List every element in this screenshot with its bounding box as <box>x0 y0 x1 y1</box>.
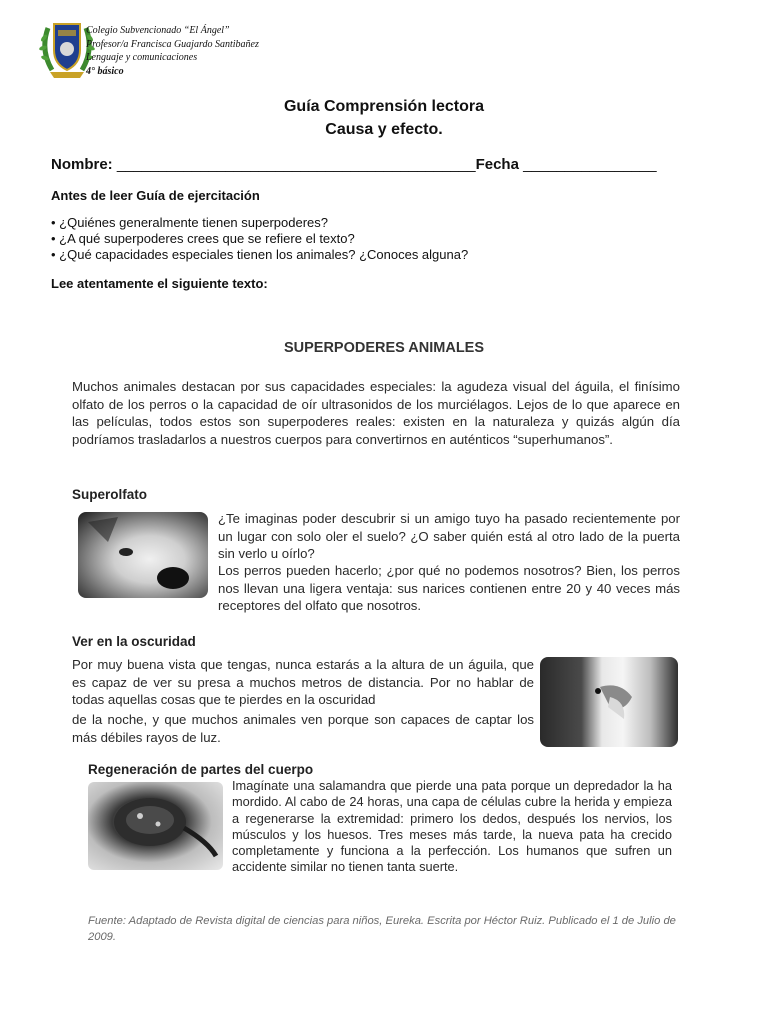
grade-level: 4° básico <box>86 65 124 77</box>
name-label: Nombre: <box>51 156 113 173</box>
oscuridad-paragraph-1: Por muy buena vista que tengas, nunca estarás a la altura de un águila, que es capaz de ver su presa a muchos metros de distancia. Por no hablar de todas aquellas cosas que te pierdes en la oscuridad <box>72 657 534 707</box>
superolfato-paragraph-2: Los perros pueden hacerlo; ¿por qué no podemos nosotros? Bien, los perros nos llevan una ligera ventaja: sus narices contienen entre 20 y 40 veces más receptores del olfato que nosotros. <box>218 563 680 613</box>
question-item: • ¿A qué superpoderes crees que se refiere el texto? <box>51 231 355 246</box>
section-heading-superolfato: Superolfato <box>72 487 148 502</box>
school-info <box>86 24 259 78</box>
name-blank[interactable]: ___________________________________________ <box>116 156 476 173</box>
salamander-photo <box>88 782 223 870</box>
worksheet-subtitle: Causa y efecto. <box>325 121 443 138</box>
oscuridad-paragraph-2: de la noche, y que muchos animales ven porque son capaces de captar los más débiles rayos de luz. <box>72 712 534 745</box>
subject-name: Lenguaje y comunicaciones <box>86 52 198 63</box>
section-heading-ver-oscuridad: Ver en la oscuridad <box>72 634 196 649</box>
before-reading-heading: Antes de leer Guía de ejercitación <box>51 188 260 203</box>
pre-reading-questions <box>51 215 468 263</box>
regeneracion-paragraph: Imagínate una salamandra que pierde una pata porque un depredador la ha mordido. Al cabo de 24 horas, una capa de células cubre la herida y empieza a regenerarse la extremidad: primero los dedos, después los nervios, los músculos y los huesos. Tres meses más tarde, la nueva pata ha crecido completamente y funciona a la perfección. Los humanos que sufren un accidente similar no tienen tanta suerte. <box>232 778 672 875</box>
school-name: Colegio Subvencionado “El Ángel” <box>86 25 230 36</box>
date-label: Fecha <box>475 156 519 173</box>
article-intro: Muchos animales destacan por sus capacidades especiales: la agudeza visual del águila, el finísimo olfato de los perros o la capacidad de oír ultrasonidos de los murciélagos. Lejos de lo que aparece en las películas, todos estos son superpoderes reales: existen en la naturaleza y quizás algún día podríamos trasladarlos a nuestros cuerpos para convertirnos en auténticos “superhumanos”. <box>72 379 680 447</box>
name-date-row <box>51 156 657 173</box>
eagle-photo <box>540 657 678 747</box>
question-item: • ¿Quiénes generalmente tienen superpoderes? <box>51 215 329 230</box>
wolf-photo <box>78 512 208 598</box>
reading-instruction: Lee atentamente el siguiente texto: <box>51 276 268 291</box>
question-item: • ¿Qué capacidades especiales tienen los animales? ¿Conoces alguna? <box>51 247 469 262</box>
superolfato-paragraph-1: ¿Te imaginas poder descubrir si un amigo tuyo ha pasado recientemente por un lugar con solo oler el suelo? ¿O saber quién está al otro lado de la puerta sin verlo u oírlo? <box>218 511 680 561</box>
worksheet-title: Guía Comprensión lectora <box>283 98 485 115</box>
article-title: SUPERPODERES ANIMALES <box>283 340 485 356</box>
section-heading-regeneracion: Regeneración de partes del cuerpo <box>88 762 314 777</box>
date-blank[interactable]: ________________ <box>523 156 657 173</box>
teacher-name: Profesor/a Francisca Guajardo Santibañez <box>86 38 259 50</box>
article-source: Fuente: Adaptado de Revista digital de ciencias para niños, Eureka. Escrita por Héctor Ruiz. Publicado el 1 de Julio de 2009. <box>88 915 676 943</box>
